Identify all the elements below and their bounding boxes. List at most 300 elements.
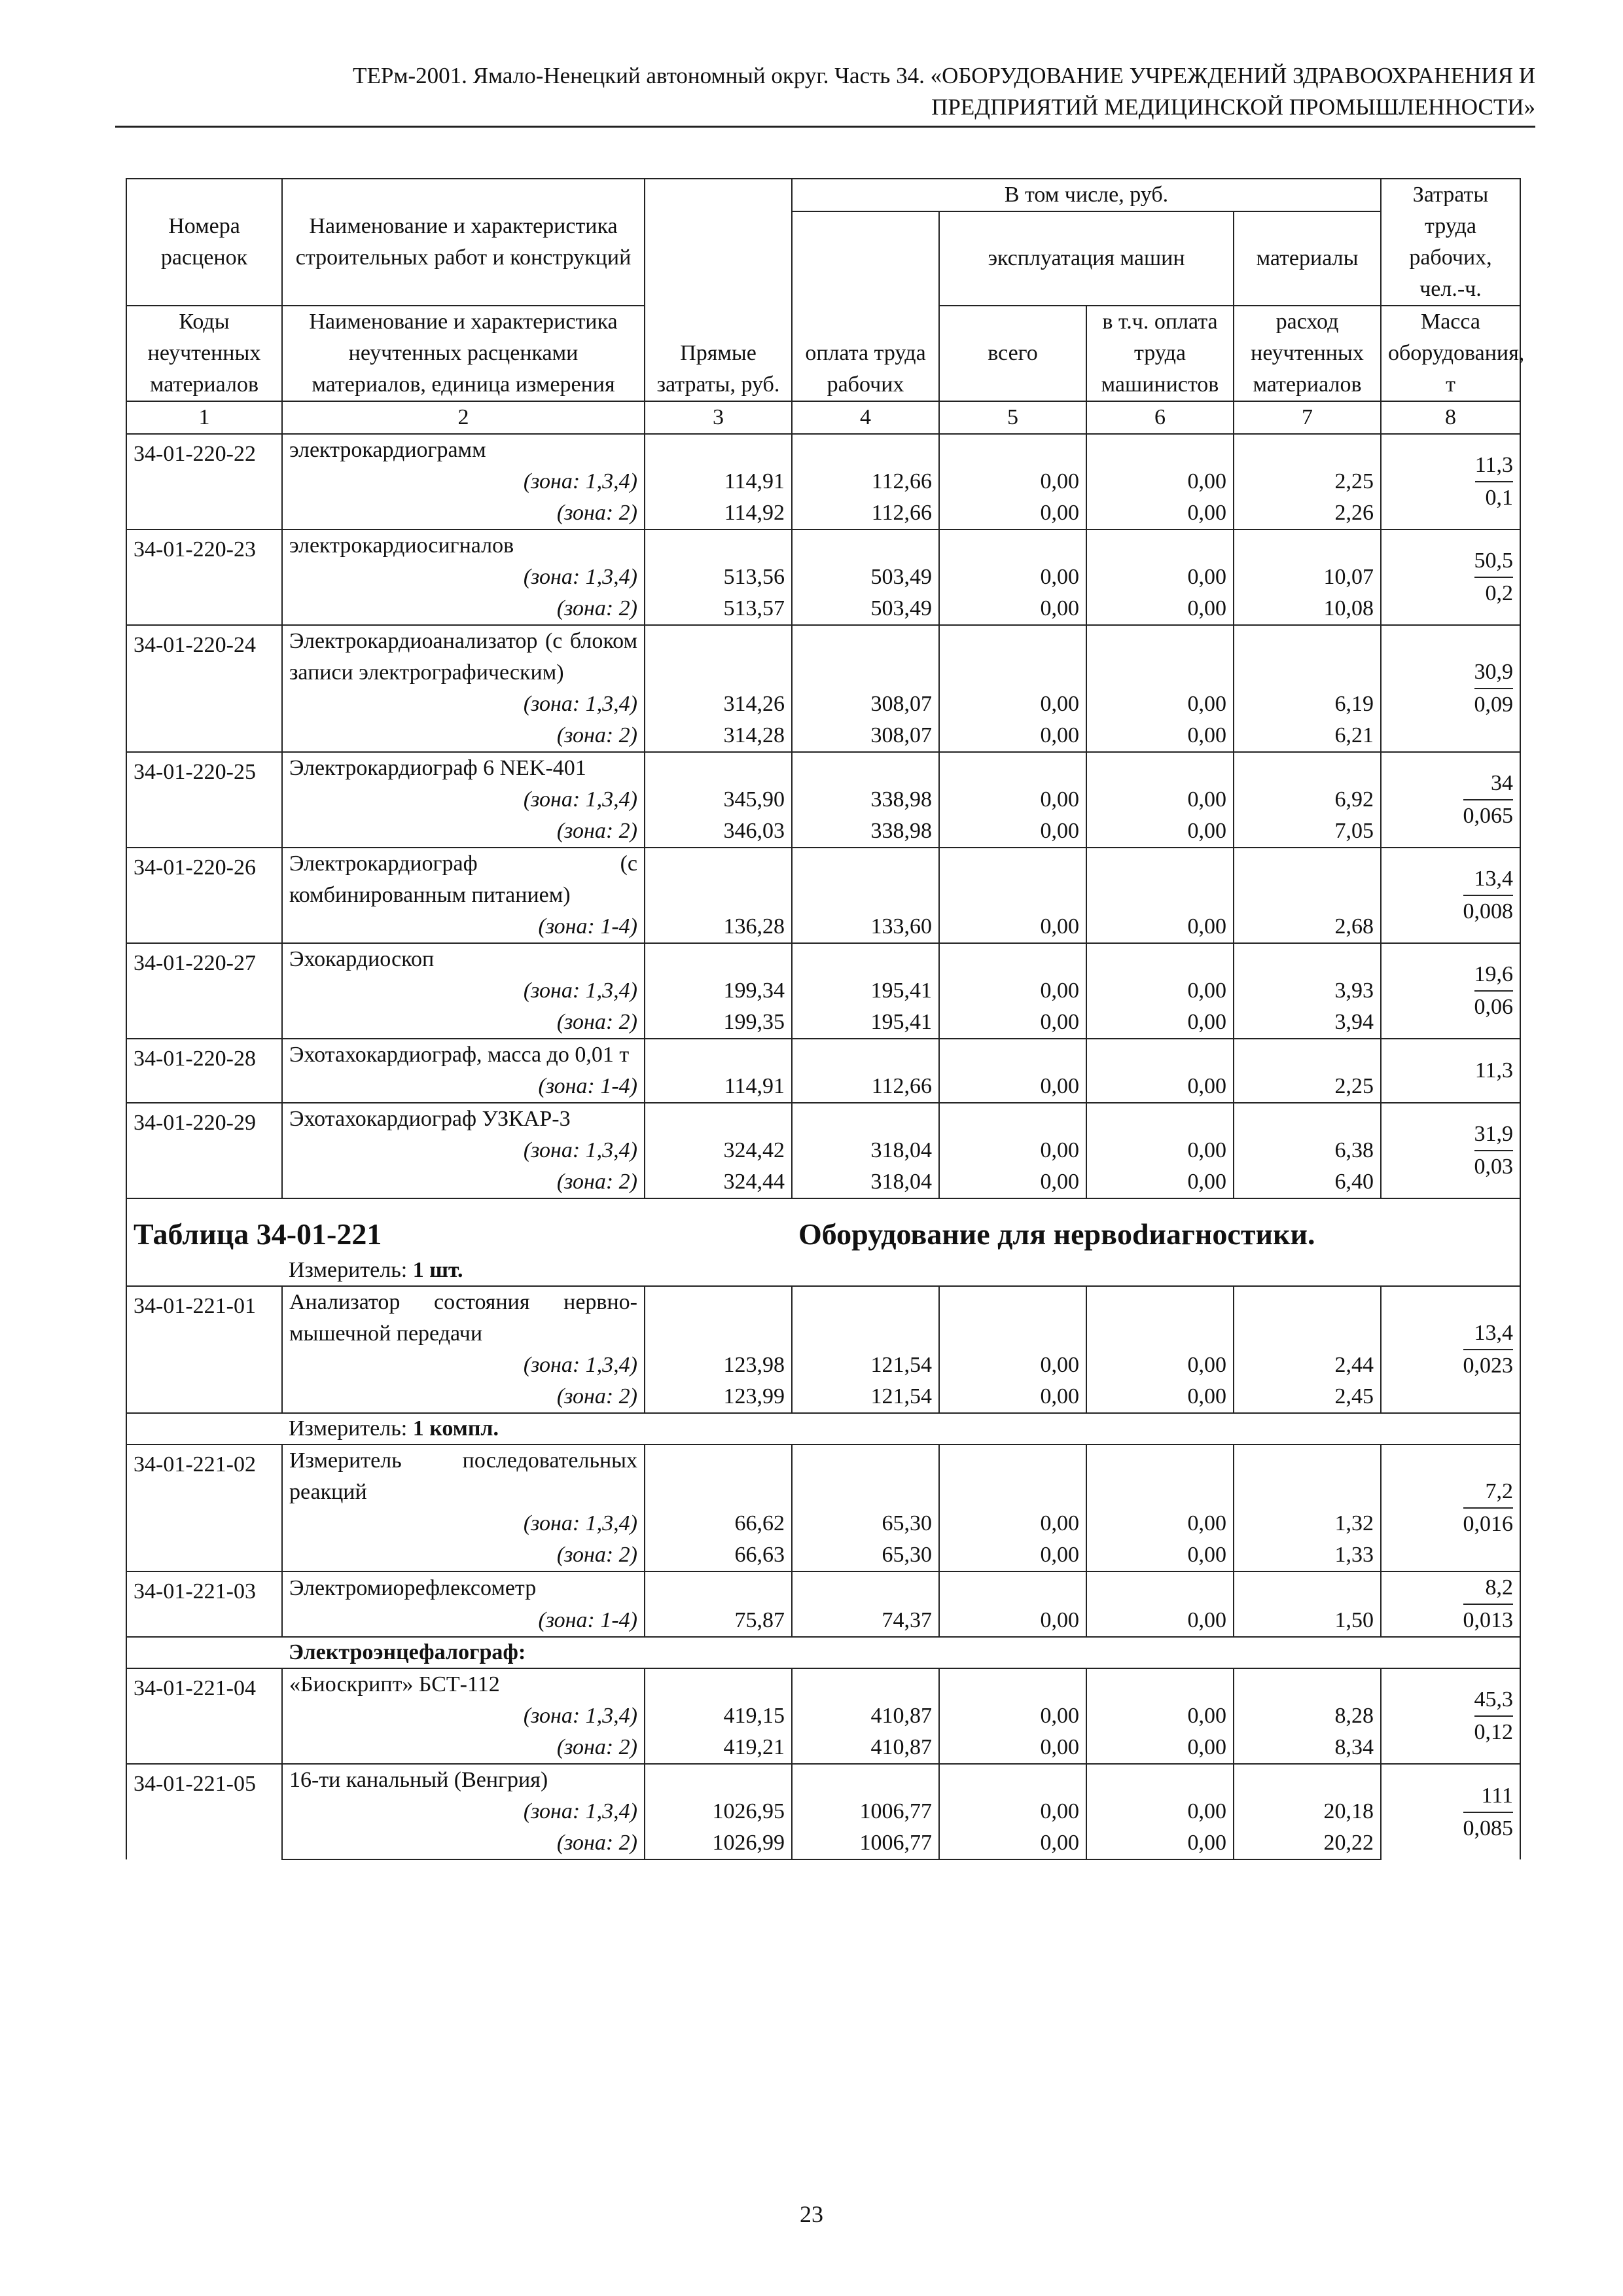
measure-unit <box>282 1255 1520 1286</box>
zone-label: (зона: 2) <box>282 720 645 752</box>
worker-pay: 195,41 <box>792 1007 939 1039</box>
empty-cell <box>1086 625 1234 689</box>
empty-cell <box>792 1444 939 1508</box>
direct-costs: 345,90 <box>645 784 792 816</box>
empty-cell <box>1234 1103 1381 1135</box>
rate-name: Эхотахокардиограф УЗКАР-3 <box>282 1103 645 1135</box>
rate-row <box>126 1764 1520 1796</box>
header-material-consumption: расход неучтенных материалов <box>1234 306 1381 401</box>
worker-pay: 195,41 <box>792 975 939 1007</box>
header-labor-hours: Затраты труда рабочих, чел.-ч. <box>1381 179 1520 306</box>
materials-cost: 10,07 <box>1234 562 1381 593</box>
zone-label: (зона: 2) <box>282 593 645 625</box>
zone-label: (зона: 1-4) <box>282 1071 645 1103</box>
machinist-pay: 0,00 <box>1086 1508 1234 1539</box>
zone-row <box>126 1539 1520 1571</box>
page-header <box>115 60 1535 128</box>
direct-costs: 314,26 <box>645 689 792 720</box>
empty-cell <box>1234 943 1381 975</box>
empty-cell <box>126 1413 282 1444</box>
empty-cell <box>645 943 792 975</box>
materials-cost: 6,92 <box>1234 784 1381 816</box>
labor-mass-ratio <box>1381 848 1520 943</box>
equipment-mass-value: 0,12 <box>1474 1720 1513 1744</box>
rate-row <box>126 1668 1520 1700</box>
direct-costs: 314,28 <box>645 720 792 752</box>
rate-name: Электрокардиоанализатор (с блоком записи электрографическим) <box>282 625 645 689</box>
empty-cell <box>939 529 1086 562</box>
measure-row-1 <box>126 1255 1520 1286</box>
equipment-mass-value: 0,06 <box>1474 995 1513 1019</box>
empty-cell <box>1086 1764 1234 1796</box>
empty-cell <box>792 1571 939 1604</box>
zone-label: (зона: 1,3,4) <box>282 689 645 720</box>
ratio-fraction <box>1475 1055 1513 1086</box>
rate-code: 34-01-221-05 <box>126 1764 282 1859</box>
col-number-7: 7 <box>1234 401 1381 434</box>
zone-label: (зона: 1,3,4) <box>282 466 645 497</box>
labor-hours-value: 50,5 <box>1474 545 1514 578</box>
zone-row <box>126 1135 1520 1166</box>
zone-label: (зона: 1,3,4) <box>282 975 645 1007</box>
measure-label: Измеритель: <box>289 1258 413 1282</box>
zone-label: (зона: 1,3,4) <box>282 562 645 593</box>
labor-mass-ratio <box>1381 529 1520 625</box>
ratio-fraction <box>1474 959 1514 1023</box>
rate-code: 34-01-220-26 <box>126 848 282 943</box>
ratio-fraction <box>1474 1119 1514 1183</box>
empty-cell <box>1234 1764 1381 1796</box>
empty-cell <box>939 1444 1086 1508</box>
empty-cell <box>1234 1668 1381 1700</box>
empty-cell <box>939 1764 1086 1796</box>
equipment-mass-value: 0,2 <box>1485 581 1513 605</box>
measure-unit <box>282 1413 1520 1444</box>
machines-total: 0,00 <box>939 1827 1086 1859</box>
empty-cell <box>645 1571 792 1604</box>
machines-total: 0,00 <box>939 1508 1086 1539</box>
worker-pay: 1006,77 <box>792 1827 939 1859</box>
header-line-1: ТЕРм-2001. Ямало-Ненецкий автономный округ. Часть 34. «ОБОРУДОВАНИЕ УЧРЕЖДЕНИЙ ЗДРАВООХРАНЕНИЯ И <box>353 63 1535 88</box>
direct-costs: 324,42 <box>645 1135 792 1166</box>
machinist-pay: 0,00 <box>1086 1007 1234 1039</box>
rate-name: электрокардиограмм <box>282 434 645 466</box>
empty-cell <box>1086 1286 1234 1350</box>
machinist-pay: 0,00 <box>1086 1604 1234 1637</box>
labor-hours-value: 30,9 <box>1474 656 1514 689</box>
materials-cost: 1,33 <box>1234 1539 1381 1571</box>
direct-costs: 136,28 <box>645 911 792 943</box>
empty-cell <box>1086 1103 1234 1135</box>
zone-label: (зона: 2) <box>282 816 645 848</box>
zone-label: (зона: 2) <box>282 1539 645 1571</box>
labor-hours-value: 11,3 <box>1475 450 1513 482</box>
machines-total: 0,00 <box>939 497 1086 529</box>
labor-hours-value: 31,9 <box>1474 1119 1514 1151</box>
machinist-pay: 0,00 <box>1086 1827 1234 1859</box>
machines-total: 0,00 <box>939 975 1086 1007</box>
empty-cell <box>1086 848 1234 911</box>
direct-costs: 199,35 <box>645 1007 792 1039</box>
direct-costs: 513,57 <box>645 593 792 625</box>
empty-cell <box>1086 1668 1234 1700</box>
empty-cell <box>1234 529 1381 562</box>
table-title: Оборудование для нервodиагностики. <box>792 1198 1520 1255</box>
labor-mass-ratio <box>1381 625 1520 752</box>
machines-total: 0,00 <box>939 466 1086 497</box>
empty-cell <box>1086 1571 1234 1604</box>
direct-costs: 199,34 <box>645 975 792 1007</box>
col-number-5: 5 <box>939 401 1086 434</box>
worker-pay: 133,60 <box>792 911 939 943</box>
labor-hours-value: 11,3 <box>1474 1058 1513 1083</box>
ratio-fraction <box>1474 656 1514 721</box>
machines-total: 0,00 <box>939 689 1086 720</box>
ratio-fraction <box>1463 1318 1514 1382</box>
zone-label: (зона: 1,3,4) <box>282 1700 645 1732</box>
rate-code: 34-01-221-04 <box>126 1668 282 1764</box>
ratio-fraction <box>1474 1684 1514 1748</box>
materials-cost: 2,44 <box>1234 1350 1381 1381</box>
worker-pay: 112,66 <box>792 466 939 497</box>
machinist-pay: 0,00 <box>1086 689 1234 720</box>
machines-total: 0,00 <box>939 1166 1086 1198</box>
machines-total: 0,00 <box>939 1604 1086 1637</box>
empty-cell <box>645 1103 792 1135</box>
materials-cost: 1,50 <box>1234 1604 1381 1637</box>
zone-label: (зона: 1-4) <box>282 911 645 943</box>
header-equipment-mass: Масса оборудования, т <box>1381 306 1520 401</box>
page-number: 23 <box>800 2201 823 2227</box>
labor-mass-ratio <box>1381 1571 1520 1637</box>
worker-pay: 121,54 <box>792 1350 939 1381</box>
measure-value: 1 компл. <box>412 1416 499 1441</box>
worker-pay: 65,30 <box>792 1508 939 1539</box>
rate-code: 34-01-221-02 <box>126 1444 282 1571</box>
empty-cell <box>645 1039 792 1071</box>
empty-cell <box>1086 1039 1234 1071</box>
machinist-pay: 0,00 <box>1086 497 1234 529</box>
materials-cost: 3,93 <box>1234 975 1381 1007</box>
zone-row <box>126 497 1520 529</box>
empty-cell <box>126 1637 282 1668</box>
materials-cost: 10,08 <box>1234 593 1381 625</box>
worker-pay: 74,37 <box>792 1604 939 1637</box>
machines-total: 0,00 <box>939 1381 1086 1413</box>
section-heading: Электроэнцефалограф: <box>282 1637 1520 1668</box>
rate-code: 34-01-220-25 <box>126 752 282 848</box>
materials-cost: 20,18 <box>1234 1796 1381 1827</box>
direct-costs: 123,99 <box>645 1381 792 1413</box>
rate-code: 34-01-220-27 <box>126 943 282 1039</box>
col-number-3: 3 <box>645 401 792 434</box>
measure-value: 1 шт. <box>412 1258 463 1282</box>
rate-row <box>126 848 1520 911</box>
equipment-mass-value: 0,085 <box>1463 1816 1513 1840</box>
empty-cell <box>1234 752 1381 784</box>
machinist-pay: 0,00 <box>1086 1796 1234 1827</box>
machines-total: 0,00 <box>939 1007 1086 1039</box>
ratio-fraction <box>1463 863 1514 927</box>
zone-row <box>126 1732 1520 1764</box>
ratio-fraction <box>1463 1780 1514 1844</box>
machinist-pay: 0,00 <box>1086 975 1234 1007</box>
empty-cell <box>1086 943 1234 975</box>
rate-name: «Биоскрипт» БСТ-112 <box>282 1668 645 1700</box>
header-machines: эксплуатация машин <box>939 211 1234 306</box>
labor-hours-value: 8,2 <box>1463 1572 1514 1605</box>
machinist-pay: 0,00 <box>1086 784 1234 816</box>
ratio-fraction <box>1474 545 1514 609</box>
worker-pay: 338,98 <box>792 784 939 816</box>
machines-total: 0,00 <box>939 784 1086 816</box>
empty-cell <box>939 752 1086 784</box>
equipment-mass-value: 0,1 <box>1485 486 1513 510</box>
labor-hours-value: 7,2 <box>1463 1476 1514 1509</box>
empty-cell <box>792 752 939 784</box>
empty-cell <box>792 1286 939 1350</box>
rate-name: Эхокардиоскоп <box>282 943 645 975</box>
machines-total: 0,00 <box>939 1350 1086 1381</box>
direct-costs: 1026,95 <box>645 1796 792 1827</box>
empty-cell <box>126 1255 282 1286</box>
empty-cell <box>792 1668 939 1700</box>
direct-costs: 123,98 <box>645 1350 792 1381</box>
zone-row <box>126 1071 1520 1103</box>
rate-row <box>126 625 1520 689</box>
empty-cell <box>792 434 939 466</box>
empty-cell <box>1086 752 1234 784</box>
labor-hours-value: 13,4 <box>1463 863 1514 896</box>
empty-cell <box>939 434 1086 466</box>
rate-row <box>126 1571 1520 1604</box>
rate-row <box>126 1286 1520 1350</box>
machinist-pay: 0,00 <box>1086 911 1234 943</box>
machines-total: 0,00 <box>939 1071 1086 1103</box>
machinist-pay: 0,00 <box>1086 1071 1234 1103</box>
zone-row <box>126 1381 1520 1413</box>
worker-pay: 65,30 <box>792 1539 939 1571</box>
header-including: В том числе, руб. <box>792 179 1381 211</box>
zone-label: (зона: 2) <box>282 1827 645 1859</box>
direct-costs: 114,92 <box>645 497 792 529</box>
measure-row-2 <box>126 1413 1520 1444</box>
worker-pay: 410,87 <box>792 1732 939 1764</box>
machines-total: 0,00 <box>939 562 1086 593</box>
zone-label: (зона: 2) <box>282 1381 645 1413</box>
empty-cell <box>645 434 792 466</box>
worker-pay: 503,49 <box>792 562 939 593</box>
empty-cell <box>939 1668 1086 1700</box>
equipment-mass-value: 0,016 <box>1463 1512 1513 1536</box>
machinist-pay: 0,00 <box>1086 562 1234 593</box>
zone-row <box>126 975 1520 1007</box>
labor-hours-value: 45,3 <box>1474 1684 1514 1717</box>
worker-pay: 1006,77 <box>792 1796 939 1827</box>
labor-mass-ratio <box>1381 434 1520 529</box>
zone-label: (зона: 1,3,4) <box>282 1796 645 1827</box>
machinist-pay: 0,00 <box>1086 593 1234 625</box>
equipment-mass-value: 0,03 <box>1474 1155 1513 1179</box>
worker-pay: 410,87 <box>792 1700 939 1732</box>
machinist-pay: 0,00 <box>1086 720 1234 752</box>
empty-cell <box>645 625 792 689</box>
labor-mass-ratio <box>1381 1286 1520 1413</box>
rate-code: 34-01-221-01 <box>126 1286 282 1413</box>
empty-cell <box>645 1286 792 1350</box>
header-direct-costs: Прямые затраты, руб. <box>645 179 792 401</box>
machines-total: 0,00 <box>939 1700 1086 1732</box>
empty-cell <box>1234 1039 1381 1071</box>
materials-cost: 8,28 <box>1234 1700 1381 1732</box>
zone-label: (зона: 2) <box>282 1732 645 1764</box>
empty-cell <box>939 1103 1086 1135</box>
col-number-2: 2 <box>282 401 645 434</box>
empty-cell <box>1234 848 1381 911</box>
empty-cell <box>645 848 792 911</box>
worker-pay: 308,07 <box>792 720 939 752</box>
rate-code: 34-01-221-03 <box>126 1571 282 1637</box>
equipment-mass-value: 0,008 <box>1463 899 1513 924</box>
rate-name: Электрокардиограф 6 NEK-401 <box>282 752 645 784</box>
labor-hours-value: 13,4 <box>1463 1318 1514 1350</box>
equipment-mass-value: 0,09 <box>1474 692 1513 717</box>
materials-cost: 3,94 <box>1234 1007 1381 1039</box>
machinist-pay: 0,00 <box>1086 466 1234 497</box>
rate-row <box>126 434 1520 466</box>
header-worker-pay: оплата труда рабочих <box>792 211 939 401</box>
machinist-pay: 0,00 <box>1086 1135 1234 1166</box>
equipment-mass-value: 0,013 <box>1463 1608 1513 1632</box>
rate-row <box>126 1039 1520 1071</box>
labor-hours-value: 34 <box>1463 768 1514 800</box>
machines-total: 0,00 <box>939 1539 1086 1571</box>
rate-row <box>126 1444 1520 1508</box>
materials-cost: 6,21 <box>1234 720 1381 752</box>
worker-pay: 121,54 <box>792 1381 939 1413</box>
table-title-row <box>126 1198 1520 1255</box>
zone-row <box>126 1796 1520 1827</box>
labor-mass-ratio <box>1381 752 1520 848</box>
header-work-name: Наименование и характеристика строительных работ и конструкций <box>282 179 645 306</box>
machines-total: 0,00 <box>939 911 1086 943</box>
rate-name: Эхотахокардиограф, масса до 0,01 т <box>282 1039 645 1071</box>
rate-row <box>126 1103 1520 1135</box>
empty-cell <box>939 943 1086 975</box>
rate-name: Измеритель последовательных реакций <box>282 1444 645 1508</box>
worker-pay: 318,04 <box>792 1135 939 1166</box>
ratio-fraction <box>1475 450 1513 514</box>
zone-label: (зона: 1-4) <box>282 1604 645 1637</box>
machinist-pay: 0,00 <box>1086 1539 1234 1571</box>
rate-code: 34-01-220-28 <box>126 1039 282 1103</box>
labor-mass-ratio <box>1381 1103 1520 1198</box>
ratio-fraction <box>1463 1476 1514 1540</box>
empty-cell <box>645 752 792 784</box>
empty-cell <box>939 1039 1086 1071</box>
zone-row <box>126 562 1520 593</box>
empty-cell <box>792 1103 939 1135</box>
section-row <box>126 1637 1520 1668</box>
direct-costs: 346,03 <box>645 816 792 848</box>
materials-cost: 2,45 <box>1234 1381 1381 1413</box>
table-label: Таблица 34-01-221 <box>126 1198 792 1255</box>
empty-cell <box>1086 434 1234 466</box>
zone-row <box>126 816 1520 848</box>
rate-name: 16-ти канальный (Венгрия) <box>282 1764 645 1796</box>
equipment-mass-value: 0,065 <box>1463 804 1513 828</box>
direct-costs: 324,44 <box>645 1166 792 1198</box>
rate-name: Электрокардиограф (с комбинированным питанием) <box>282 848 645 911</box>
machinist-pay: 0,00 <box>1086 1166 1234 1198</box>
measure-label: Измеритель: <box>289 1416 413 1441</box>
zone-row <box>126 720 1520 752</box>
ratio-fraction <box>1463 1572 1514 1636</box>
header-line-2: ПРЕДПРИЯТИЙ МЕДИЦИНСКОЙ ПРОМЫШЛЕННОСТИ» <box>931 94 1535 120</box>
empty-cell <box>645 1668 792 1700</box>
machines-total: 0,00 <box>939 720 1086 752</box>
empty-cell <box>792 943 939 975</box>
empty-cell <box>1086 1444 1234 1508</box>
rate-name: Анализатор состояния нервно-мышечной передачи <box>282 1286 645 1350</box>
zone-row <box>126 1166 1520 1198</box>
header-material-names: Наименование и характеристика неучтенных расценками материалов, единица измерения <box>282 306 645 401</box>
direct-costs: 75,87 <box>645 1604 792 1637</box>
empty-cell <box>939 848 1086 911</box>
zone-row <box>126 1700 1520 1732</box>
labor-mass-ratio <box>1381 1764 1520 1859</box>
materials-cost: 8,34 <box>1234 1732 1381 1764</box>
header-machines-total: всего <box>939 306 1086 401</box>
empty-cell <box>939 1286 1086 1350</box>
zone-row <box>126 593 1520 625</box>
empty-cell <box>792 625 939 689</box>
labor-hours-value: 111 <box>1463 1780 1514 1813</box>
materials-cost: 7,05 <box>1234 816 1381 848</box>
materials-cost: 1,32 <box>1234 1508 1381 1539</box>
machinist-pay: 0,00 <box>1086 816 1234 848</box>
machines-total: 0,00 <box>939 593 1086 625</box>
machines-total: 0,00 <box>939 816 1086 848</box>
machinist-pay: 0,00 <box>1086 1381 1234 1413</box>
zone-row <box>126 1827 1520 1859</box>
empty-cell <box>792 848 939 911</box>
labor-mass-ratio <box>1381 1668 1520 1764</box>
zone-row <box>126 1508 1520 1539</box>
ratio-fraction <box>1463 768 1514 832</box>
zone-label: (зона: 1,3,4) <box>282 1508 645 1539</box>
equipment-mass-value: 0,023 <box>1463 1354 1513 1378</box>
machines-total: 0,00 <box>939 1732 1086 1764</box>
machinist-pay: 0,00 <box>1086 1350 1234 1381</box>
empty-cell <box>1234 1571 1381 1604</box>
worker-pay: 112,66 <box>792 1071 939 1103</box>
empty-cell <box>1234 1444 1381 1508</box>
rate-name: электрокардиосигналов <box>282 529 645 562</box>
col-number-6: 6 <box>1086 401 1234 434</box>
zone-label: (зона: 2) <box>282 1007 645 1039</box>
zone-row <box>126 1350 1520 1381</box>
zone-label: (зона: 1,3,4) <box>282 1135 645 1166</box>
rate-name: Электромиорефлексометр <box>282 1571 645 1604</box>
zone-row <box>126 466 1520 497</box>
zone-label: (зона: 2) <box>282 497 645 529</box>
direct-costs: 1026,99 <box>645 1827 792 1859</box>
empty-cell <box>645 1444 792 1508</box>
direct-costs: 513,56 <box>645 562 792 593</box>
header-materials: материалы <box>1234 211 1381 306</box>
empty-cell <box>1234 1286 1381 1350</box>
